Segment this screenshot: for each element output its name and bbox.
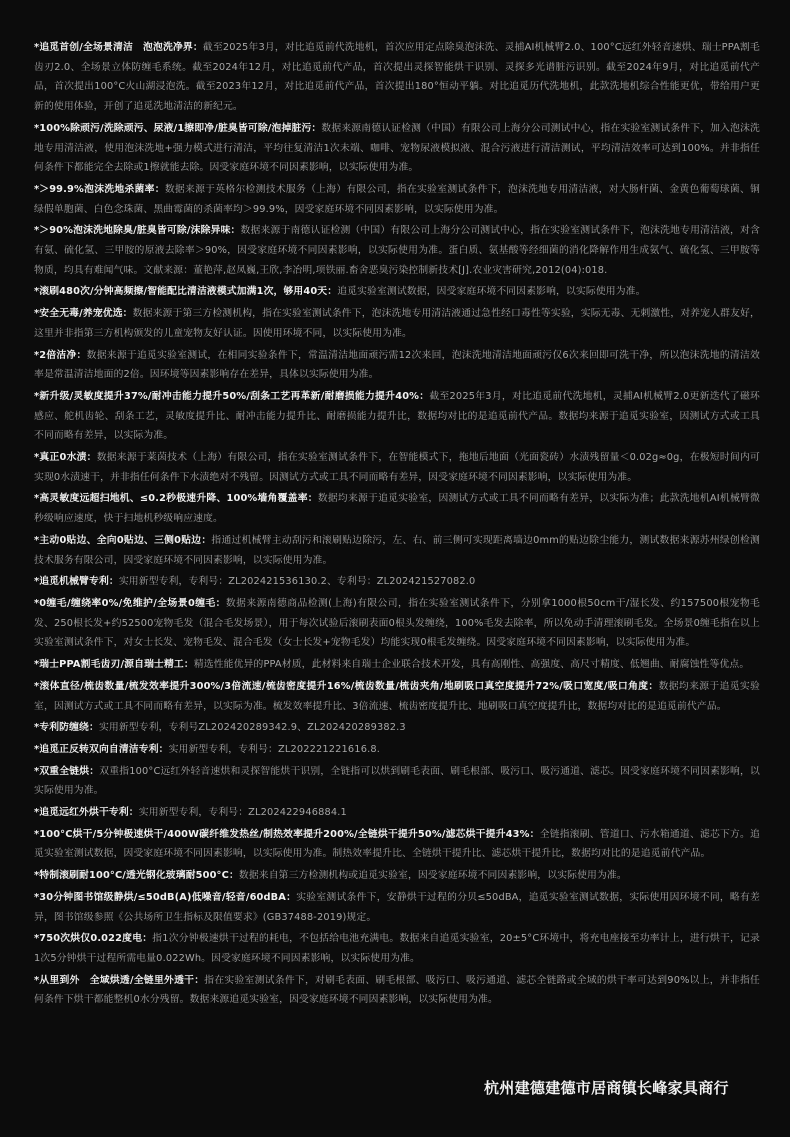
disclaimer-heading: *0缠毛/缠绕率0%/免维护/全场景0缠毛： bbox=[34, 597, 226, 609]
disclaimer-text: 全链指滚刷、管道口、污水箱通道、滤芯下方。追觅实验室测试数据，因受家庭环境不同因素影响，以实际使用为准。制热效率提升比、全链烘干提升比、滤芯烘干提升比，数据均对比的是追觅前代产品。 bbox=[34, 828, 760, 860]
disclaimer-item bbox=[34, 677, 760, 716]
disclaimer-text: 指在实验室测试条件下，对刷毛表面、刷毛根部、吸污口、吸污通道、滤芯全链路或全域的烘干率可达到90%以上，并非指任何条件下烘干都能整机0水分残留。数据来源追觅实验室，因受家庭环境不同因素影响，以实际使用为准。 bbox=[34, 974, 760, 1006]
disclaimer-heading: *从里到外 全域烘透/全链里外透干： bbox=[34, 974, 205, 986]
disclaimer-text: 数据来源南德认证检测（中国）有限公司上海分公司测试中心，指在实验室测试条件下，加入泡沫洗地专用清洁液，使用泡沫洗地+强力模式进行清洁，平均往复清洁1次未端、咖啡、宠物尿液模拟液、混合污液进行清洁测试，平均清洁效率可达到100%。并非指任何条件下都能完全去除或1擦就能去除。因受家庭环境不同因素影响，以实际使用为准。 bbox=[34, 122, 760, 174]
disclaimer-item bbox=[34, 531, 760, 570]
disclaimer-text: 指通过机械臂主动刮污和滚刷贴边除污，左、右、前三侧可实现距离墙边0mm的贴边除尘能力，测试数据来源苏州绿创检测技术服务有限公司，因受家庭环境不同因素影响，以实际使用为准。 bbox=[34, 534, 760, 566]
disclaimer-item bbox=[34, 762, 760, 801]
disclaimer-text: 数据来源于莱茵技术（上海）有限公司，指在实验室测试条件下，在智能模式下，拖地后地面（光面瓷砖）水渍残留量＜0.02g≈0g，在极短时间内可实现0水渍速干，并非指任何条件下水渍绝对不残留。因测试方式或工具不同而略有差异，因受家庭环境不同因素影响，以实际使用为准。 bbox=[34, 452, 760, 483]
disclaimer-text: 数据均来源于追觅实验室，因测试方式或工具不同而略有差异，以实际为准；此款洗地机AI机械臂微秒级响应速度，快于扫地机秒级响应速度。 bbox=[34, 493, 761, 525]
disclaimer-heading: *＞99.9%泡沫洗地杀菌率： bbox=[34, 183, 165, 195]
disclaimer-heading: *安全无毒/养宠优选： bbox=[34, 308, 133, 320]
disclaimer-item bbox=[34, 448, 760, 487]
disclaimer-item bbox=[34, 929, 760, 968]
disclaimer-text: 数据来源于第三方检测机构，指在实验室测试条件下，泡沫洗地专用清洁液通过急性经口毒性等实验，实际无毒、无刺激性，对养宠人群友好，这里并非指第三方机构颁发的儿童宠物友好认证。因使用环境不同，以实际使用为准。 bbox=[34, 308, 760, 339]
disclaimer-text: 数据来源南德商品检测(上海)有限公司，指在实验室测试条件下，分别拿1000根50cm干/湿长发、约157500根宠物毛发、250根长发+约52500宠物毛发（混合毛发场景），用于每次试验后滚刷表面0根头发缠绕，100%毛发去除率，所以免动手清理滚刷毛发。全场景0缠毛指在以上实验室测试条件下，对女士长发、宠物毛发、混合毛发（女士长发+宠物毛发）均能实现0根毛发缠绕。因受家庭环境不同因素影响，以实际使用为准。 bbox=[34, 597, 760, 649]
disclaimer-heading: *瑞士PPA割毛齿刃/源自瑞士精工： bbox=[34, 659, 194, 671]
disclaimer-item bbox=[34, 304, 760, 343]
disclaimer-text: 实验室测试条件下，安静烘干过程的分贝≤50dBA，追觅实验室测试数据，实际使用因环境不同，略有差异，图书馆级参照《公共场所卫生指标及限值要求》(GB37488-2019)规定。 bbox=[34, 891, 761, 923]
disclaimer-heading: *＞90%泡沫洗地除臭/脏臭皆可除/沫除异味： bbox=[34, 225, 241, 237]
disclaimer-item bbox=[34, 282, 760, 302]
store-watermark: 杭州建德建德市居商镇长峰家具商行 bbox=[484, 1079, 729, 1097]
disclaimer-heading: *滚刷480次/分钟高频擦/智能配比清洁液模式加满1次，够用40天： bbox=[34, 286, 338, 298]
disclaimer-item bbox=[34, 888, 760, 927]
disclaimer-heading: *追觅远红外烘干专利： bbox=[34, 807, 139, 819]
disclaimer-heading: *主动0贴边、全向0贴边、三侧0贴边： bbox=[34, 534, 212, 546]
disclaimer-text: 截至2025年3月，对比追觅前代洗地机，首次应用定点除臭泡沫洗、灵捕AI机械臂2.0、100°C远红外轻音速烘、瑞士PPA割毛齿刃2.0、全场景立体防缠毛系统。截至2024年12月，对比追觅前代产品，首次提出灵探智能烘干识别、灵探多光谱脏污识别。截至2024年9月，对比追觅前代产品，首次提出100°C火山湖浸泡洗。截至2023年12月，对比追觅前代产品，首次提出180°恒动平躺。对比追觅历代洗地机，此款洗地机综合性能更优，带给用户更新的使用体验，开创了追觅洗地清洁的新纪元。 bbox=[34, 42, 760, 113]
disclaimer-list bbox=[34, 38, 760, 1012]
disclaimer-text: 截至2025年3月，对比追觅前代洗地机，灵捕AI机械臂2.0更新迭代了磁环感应、舵机齿轮、刮条工艺，灵敏度提升比、耐冲击能力提升比、耐磨损能力提升比，数据均对比的是追觅前代产品。数据均来源于追觅实验室，因测试方式或工具不同而略有差异，以实际为准。 bbox=[34, 390, 761, 442]
disclaimer-heading: *100%除顽污/洗除顽污、尿液/1擦即净/脏臭皆可除/泡掉脏污： bbox=[34, 122, 322, 134]
disclaimer-heading: *高灵敏度远超扫地机、≤0.2秒极速升降、100%墙角覆盖率： bbox=[34, 493, 318, 505]
disclaimer-item bbox=[34, 38, 760, 117]
disclaimer-text: 精选性能优异的PPA材质，此材料来自瑞士企业联合技术开发，具有高刚性、高强度、高尺寸精度、低翘曲、耐腐蚀性等优点。 bbox=[193, 659, 750, 671]
disclaimer-heading: *750次烘仅0.022度电： bbox=[34, 933, 153, 945]
disclaimer-item bbox=[34, 346, 760, 385]
disclaimer-heading: *双重全链烘： bbox=[34, 765, 100, 777]
disclaimer-item bbox=[34, 866, 760, 886]
disclaimer-text: 数据来自第三方检测机构或追觅实验室，因受家庭环境不同因素影响，以实际使用为准。 bbox=[238, 870, 627, 882]
disclaimer-item bbox=[34, 489, 760, 528]
disclaimer-heading: *特制滚刷耐100°C/透光钢化玻璃耐500°C： bbox=[34, 870, 239, 882]
disclaimer-heading: *追觅正反转双向自清洁专利： bbox=[34, 743, 169, 755]
disclaimer-text: 数据来源于追觅实验室测试，在相同实验条件下，常温清洁地面顽污需12次来回，泡沫洗地清洁地面顽污仅6次来回即可洗干净，所以泡沫洗地的清洁效率是常温清洁地面的2倍。因环境等因素影响存在差异，具体以实际使用为准。 bbox=[34, 349, 761, 381]
disclaimer-item bbox=[34, 740, 760, 760]
disclaimer-text: 数据来源于英格尔检测技术服务（上海）有限公司，指在实验室测试条件下，泡沫洗地专用清洁液，对大肠杆菌、金黄色葡萄球菌、铜绿假单胞菌、白色念珠菌、黑曲霉菌的杀菌率均＞99.9%，因受家庭环境不同因素影响，以实际使用为准。 bbox=[34, 183, 760, 215]
disclaimer-heading: *滚体直径/梳齿数量/梳发效率提升300%/3倍流速/梳齿密度提升16%/梳齿数量/梳齿夹角/地刷吸口真空度提升72%/吸口宽度/吸口角度： bbox=[34, 680, 659, 692]
disclaimer-text: 数据来源于南德认证检测（中国）有限公司上海分公司测试中心，指在实验室测试条件下，泡沫洗地专用清洁液，对含有氨、硫化氢、三甲胺的原液去除率＞90%，因受家庭环境不同因素影响，以实际使用为准。蛋白质、氨基酸等经细菌的消化降解作用生成氨气、硫化氢、三甲胺等物质，均具有难闻气味。文献来源：董艳萍,赵凤巍,王欣,李冶明,项铁丽.畜舍恶臭污染控制新技术[J].农业灾害研究,2012(04):018. bbox=[34, 225, 760, 276]
disclaimer-item bbox=[34, 119, 760, 178]
disclaimer-heading: *真正0水渍： bbox=[34, 452, 97, 464]
disclaimer-item bbox=[34, 803, 760, 823]
disclaimer-text: 实用新型专利，专利号：ZL202221221616.8. bbox=[168, 743, 380, 755]
disclaimer-item bbox=[34, 180, 760, 219]
disclaimer-text: 实用新型专利，专利号：ZL202422946884.1 bbox=[138, 807, 347, 819]
disclaimer-item bbox=[34, 221, 760, 280]
disclaimer-item bbox=[34, 572, 760, 592]
disclaimer-heading: *2倍洁净： bbox=[34, 349, 87, 361]
disclaimer-text: 实用新型专利，专利号ZL202420289342.9、ZL202420289382.3 bbox=[98, 722, 406, 734]
disclaimer-heading: *新升级/灵敏度提升37%/耐冲击能力提升50%/刮条工艺再革新/耐磨损能力提升40%： bbox=[34, 390, 430, 402]
disclaimer-text: 追觅实验室测试数据，因受家庭环境不同因素影响，以实际使用为准。 bbox=[337, 286, 646, 298]
disclaimer-item bbox=[34, 387, 760, 446]
disclaimer-heading: *100°C烘干/5分钟极速烘干/400W碳纤维发热丝/制热效率提升200%/全链烘干提升50%/滤芯烘干提升43%： bbox=[34, 828, 540, 840]
disclaimer-item bbox=[34, 594, 760, 653]
disclaimer-text: 实用新型专利，专利号：ZL202421536130.2、专利号：ZL202421527082.0 bbox=[118, 576, 476, 588]
disclaimer-item bbox=[34, 655, 760, 675]
disclaimer-heading: *追觅机械臂专利： bbox=[34, 576, 119, 588]
disclaimer-heading: *追觅首创/全场景清洁 泡泡洗净界： bbox=[34, 42, 203, 53]
disclaimer-item bbox=[34, 971, 760, 1010]
disclaimer-text: 双重指100°C远红外轻音速烘和灵探智能烘干识别，全链指可以烘到刷毛表面、刷毛根部、吸污口、吸污通道、滤芯。因受家庭环境不同因素影响，以实际使用为准。 bbox=[34, 765, 760, 797]
disclaimer-text: 指1次分钟极速烘干过程的耗电，不包括给电池充满电。数据来自追觅实验室，20±5°C环境中，将充电座接至功率计上，进行烘干，记录1次5分钟烘干过程所需电量0.022Wh。因受家庭环境不同因素影响，以实际使用为准。 bbox=[34, 933, 760, 964]
disclaimer-item bbox=[34, 825, 760, 864]
disclaimer-item bbox=[34, 718, 760, 738]
disclaimer-text: 数据均来源于追觅实验室，因测试方式或工具不同而略有差异，以实际为准。梳发效率提升比、3倍流速、梳齿密度提升比、地刷吸口真空度提升比，数据均对比的是追觅前代产品。 bbox=[34, 680, 761, 712]
disclaimer-heading: *专利防缠绕： bbox=[34, 722, 99, 734]
disclaimer-heading: *30分钟图书馆级静烘/≤50dB(A)低噪音/轻音/60dBA： bbox=[34, 891, 297, 903]
